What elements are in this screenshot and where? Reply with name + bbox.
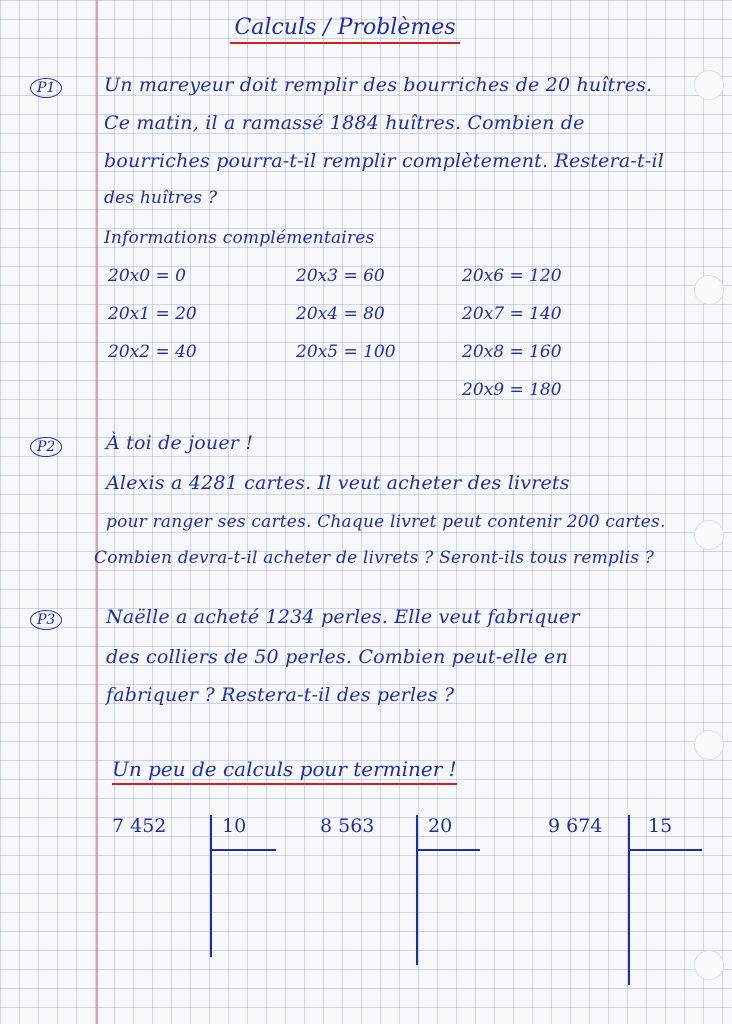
table-cell: 20x2 = 40 bbox=[108, 342, 197, 362]
table-cell: 20x9 = 180 bbox=[462, 380, 562, 400]
p3-line-3: fabriquer ? Restera-t-il des perles ? bbox=[106, 684, 455, 706]
conclusion-heading bbox=[112, 757, 457, 781]
p2-line-3: pour ranger ses cartes. Chaque livret peut contenir 200 cartes. bbox=[106, 512, 666, 532]
table-cell: 20x8 = 160 bbox=[462, 342, 562, 362]
p2-line-2: Alexis a 4281 cartes. Il veut acheter des livrets bbox=[106, 472, 570, 494]
division-3 bbox=[548, 815, 718, 975]
table-cell: 20x1 = 20 bbox=[108, 304, 197, 324]
problem-label-p1: P1 bbox=[30, 78, 62, 98]
p1-line-3: bourriches pourra-t-il remplir complètement. Restera-t-il bbox=[104, 150, 665, 172]
p3-line-2: des colliers de 50 perles. Combien peut-elle en bbox=[106, 646, 568, 668]
division-vertical-line bbox=[210, 815, 212, 957]
conclusion-text: Un peu de calculs pour terminer ! bbox=[112, 757, 457, 785]
division-vertical-line bbox=[628, 815, 630, 985]
problem-label-p3: P3 bbox=[30, 610, 62, 630]
binder-hole bbox=[694, 275, 724, 305]
table-cell: 20x0 = 0 bbox=[108, 266, 186, 286]
division-horizontal-line bbox=[210, 849, 276, 851]
problem-label-p2: P2 bbox=[30, 437, 62, 457]
division-horizontal-line bbox=[416, 849, 480, 851]
p2-line-1: À toi de jouer ! bbox=[106, 432, 254, 454]
table-cell: 20x4 = 80 bbox=[296, 304, 385, 324]
division-1 bbox=[112, 815, 282, 975]
division-vertical-line bbox=[416, 815, 418, 965]
margin-line bbox=[96, 0, 98, 1024]
p1-line-4: des huîtres ? bbox=[104, 188, 218, 208]
division-horizontal-line bbox=[628, 849, 702, 851]
p1-line-2: Ce matin, il a ramassé 1884 huîtres. Combien de bbox=[104, 112, 585, 134]
binder-hole bbox=[694, 520, 724, 550]
p2-line-4: Combien devra-t-il acheter de livrets ? Seront-ils tous remplis ? bbox=[94, 548, 655, 568]
p3-line-1: Naëlle a acheté 1234 perles. Elle veut fabriquer bbox=[106, 606, 580, 628]
page-title-text: Calculs / Problèmes bbox=[230, 15, 459, 44]
page-title bbox=[0, 15, 690, 40]
table-cell: 20x5 = 100 bbox=[296, 342, 396, 362]
dividend: 9 674 bbox=[548, 815, 603, 837]
binder-hole bbox=[694, 70, 724, 100]
division-2 bbox=[320, 815, 490, 975]
dividend: 7 452 bbox=[112, 815, 167, 837]
dividend: 8 563 bbox=[320, 815, 375, 837]
binder-hole bbox=[694, 730, 724, 760]
table-cell: 20x6 = 120 bbox=[462, 266, 562, 286]
info-title: Informations complémentaires bbox=[104, 228, 375, 248]
table-cell: 20x7 = 140 bbox=[462, 304, 562, 324]
p1-line-1: Un mareyeur doit remplir des bourriches de 20 huîtres. bbox=[104, 74, 653, 96]
divisor: 20 bbox=[428, 815, 453, 837]
table-cell: 20x3 = 60 bbox=[296, 266, 385, 286]
divisor: 10 bbox=[222, 815, 247, 837]
divisor: 15 bbox=[648, 815, 673, 837]
